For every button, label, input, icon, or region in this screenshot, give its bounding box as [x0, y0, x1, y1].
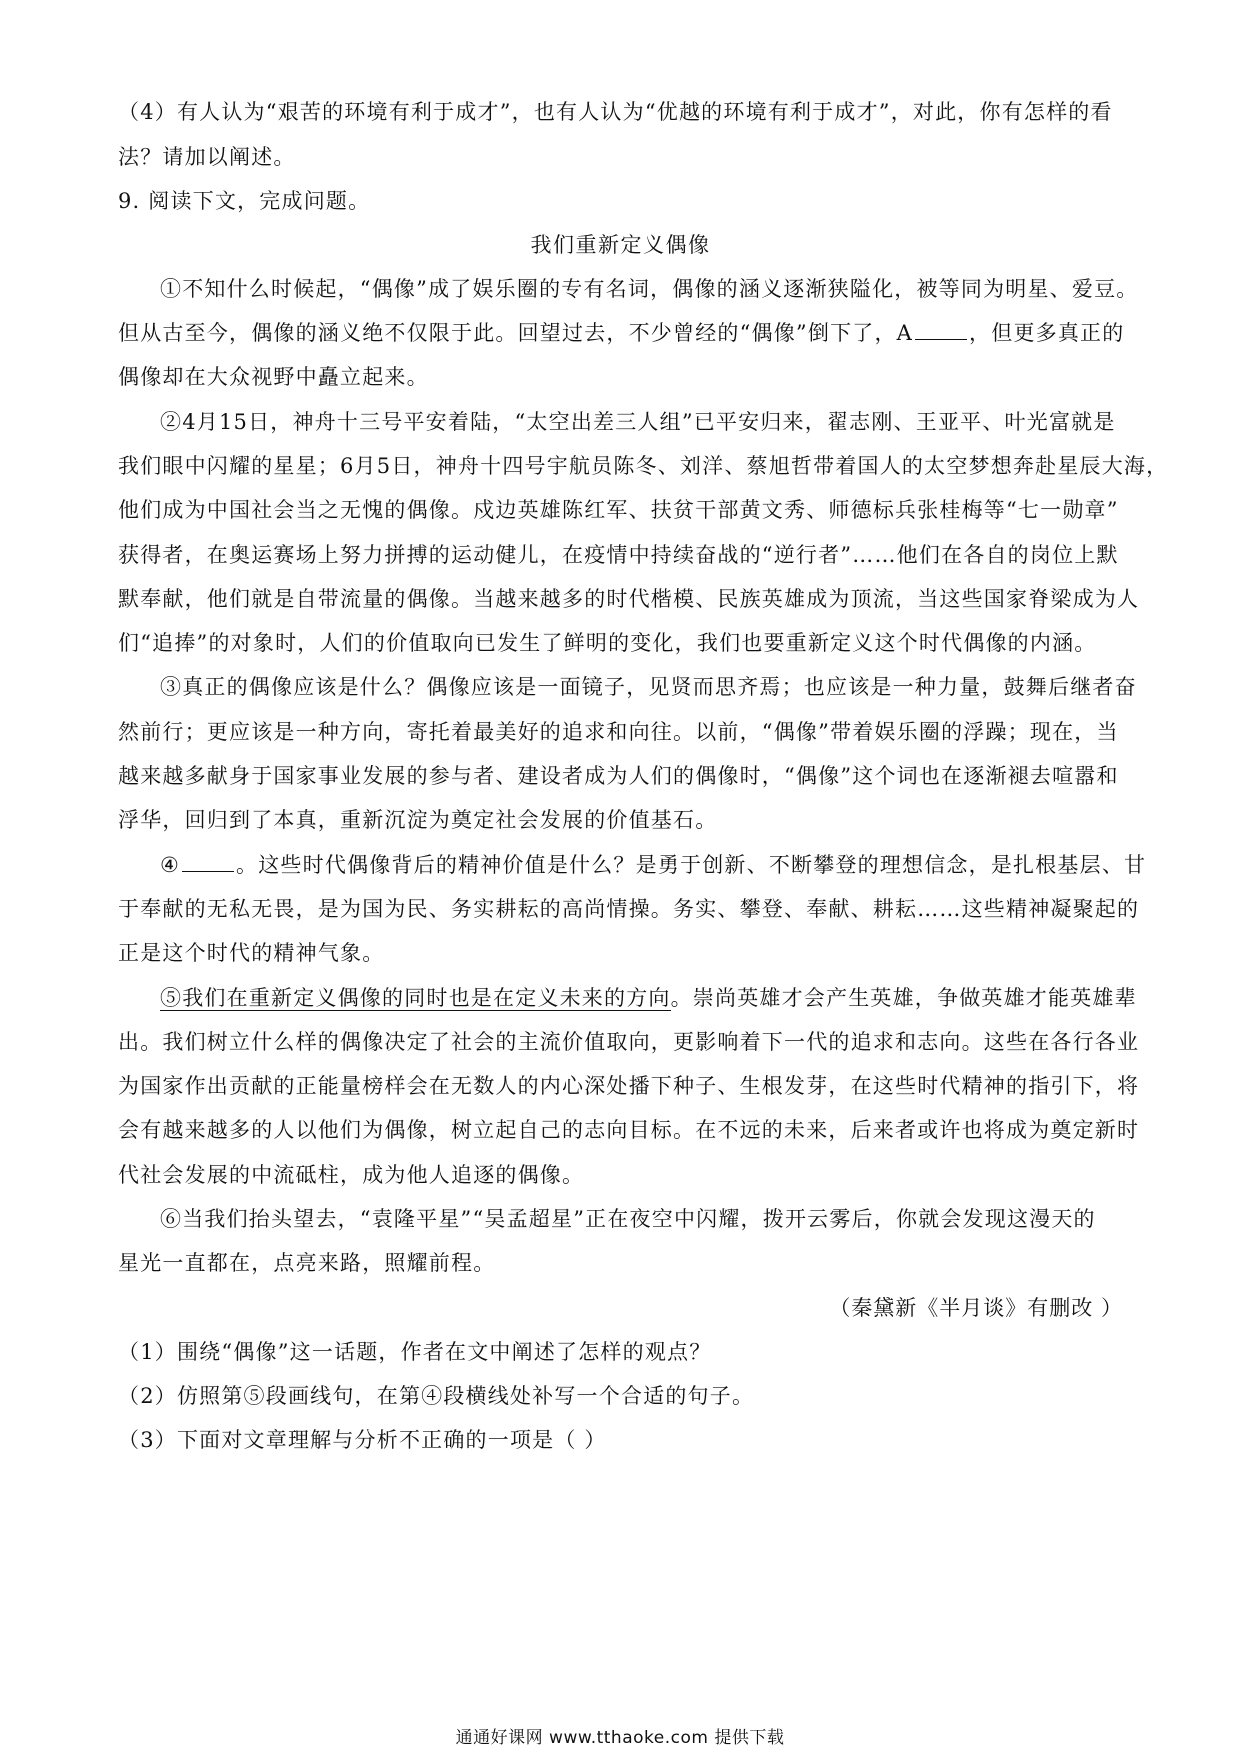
page-footer: 通通好课网 www.tthaoke.com 提供下载: [455, 1728, 785, 1748]
para2-line-4: 获得者，在奥运赛场上努力拼搏的运动健儿，在疫情中持续奋战的“逆行者”……他们在各自的岗位上默: [118, 543, 1119, 567]
para6-line-1: ⑥当我们抬头望去，“袁隆平星”“吴孟超星”正在夜空中闪耀，拨开云雾后，你就会发现这漫天的: [160, 1207, 1096, 1231]
sub-question-3: （3）下面对文章理解与分析不正确的一项是（ ）: [118, 1428, 607, 1452]
para5-underlined-sentence: ⑤我们在重新定义偶像的同时也是在定义未来的方向: [160, 986, 671, 1010]
para3-line-1: ③真正的偶像应该是什么？偶像应该是一面镜子，见贤而思齐焉；也应该是一种力量，鼓舞后继者奋: [160, 675, 1137, 699]
sub-question-2: （2）仿照第⑤段画线句，在第④段横线处补写一个合适的句子。: [118, 1384, 755, 1408]
article-source: （秦黛新《半月谈》有删改 ）: [829, 1296, 1123, 1320]
para1-line-2: [118, 317, 1124, 347]
para4-line-3: 正是这个时代的精神气象。: [118, 941, 385, 965]
para6-line-2: 星光一直都在，点亮来路，照耀前程。: [118, 1251, 496, 1275]
fill-blank-para4[interactable]: [182, 853, 234, 872]
para5-line-2: 出。我们树立什么样的偶像决定了社会的主流价值取向，更影响着下一代的追求和志向。这些在各行各业: [118, 1030, 1140, 1054]
para4-line-2: 于奉献的无私无畏，是为国为民、务实耕耘的高尚情操。务实、攀登、奉献、耕耘……这些精神凝聚起的: [118, 897, 1140, 921]
sub-question-1: （1）围绕“偶像”这一话题，作者在文中阐述了怎样的观点？: [118, 1340, 712, 1364]
para3-line-2: 然前行；更应该是一种方向，寄托着最美好的追求和向往。以前，“偶像”带着娱乐圈的浮躁；现在，当: [118, 720, 1119, 744]
para2-line-2: 我们眼中闪耀的星星；6月5日，神舟十四号宇航员陈冬、刘洋、蔡旭哲带着国人的太空梦想奔赴星辰大海，: [118, 454, 1169, 478]
question-9-intro: 9. 阅读下文，完成问题。: [118, 189, 371, 213]
para4-line-1-after: 。这些时代偶像背后的精神价值是什么？是勇于创新、不断攀登的理想信念，是扎根基层、甘: [236, 853, 1147, 877]
para2-line-3: 他们成为中国社会当之无愧的偶像。戍边英雄陈红军、扶贫干部黄文秀、师德标兵张桂梅等“七一勋章”: [118, 498, 1119, 522]
para5-line-4: 会有越来越多的人以他们为偶像，树立起自己的志向目标。在不远的未来，后来者或许也将成为奠定新时: [118, 1118, 1140, 1142]
fill-blank-a[interactable]: [915, 321, 967, 340]
para4-line-1-before: ④: [160, 853, 181, 877]
para4-line-1: [118, 849, 1146, 879]
para5-line-1-after: 。崇尚英雄才会产生英雄，争做英雄才能英雄辈: [670, 986, 1137, 1010]
para1-line-2-before: 但从古至今，偶像的涵义绝不仅限于此。回望过去，不少曾经的“偶像”倒下了，A: [118, 321, 914, 345]
article-title: 我们重新定义偶像: [530, 233, 711, 257]
para3-line-4: 浮华，回归到了本真，重新沉淀为奠定社会发展的价值基石。: [118, 808, 718, 832]
para5-line-1: [118, 982, 1137, 1012]
para5-line-3: 为国家作出贡献的正能量榜样会在无数人的内心深处播下种子、生根发芽，在这些时代精神的指引下，将: [118, 1074, 1140, 1098]
para1-line-2-after: ，但更多真正的: [969, 321, 1125, 345]
para3-line-3: 越来越多献身于国家事业发展的参与者、建设者成为人们的偶像时，“偶像”这个词也在逐渐褪去喧嚣和: [118, 764, 1119, 788]
para2-line-5: 默奉献，他们就是自带流量的偶像。当越来越多的时代楷模、民族英雄成为顶流，当这些国家脊梁成为人: [118, 587, 1140, 611]
para1-line-3: 偶像却在大众视野中矗立起来。: [118, 365, 429, 389]
para2-line-1: ②4月15日，神舟十三号平安着陆，“太空出差三人组”已平安归来，翟志刚、王亚平、叶光富就是: [160, 410, 1116, 434]
question-4-line-2: 法？请加以阐述。: [118, 145, 296, 169]
document-page: [118, 0, 1169, 1754]
para5-line-5: 代社会发展的中流砥柱，成为他人追逐的偶像。: [118, 1163, 585, 1187]
para2-line-6: 们“追捧”的对象时，人们的价值取向已发生了鲜明的变化，我们也要重新定义这个时代偶像的内涵。: [118, 631, 1097, 655]
question-4-line-1: （4）有人认为“艰苦的环境有利于成才”，也有人认为“优越的环境有利于成才”，对此，你有怎样的看: [118, 100, 1113, 124]
para1-line-1: ①不知什么时候起，“偶像”成了娱乐圈的专有名词，偶像的涵义逐渐狭隘化，被等同为明星、爱豆。: [160, 277, 1139, 301]
